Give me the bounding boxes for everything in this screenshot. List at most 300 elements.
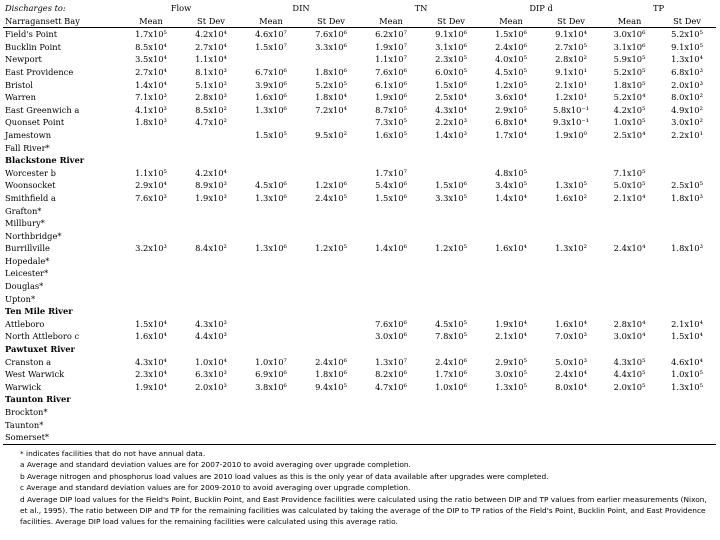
table-cell: 1.6x10² [555, 192, 587, 203]
table-row [3, 129, 716, 142]
table-cell [421, 343, 481, 356]
table-cell [361, 154, 421, 167]
table-row [3, 230, 716, 243]
table-row [3, 91, 716, 104]
table-cell: 3.9x10⁶ [255, 79, 287, 90]
table-cell: 7.6x10³ [135, 192, 167, 203]
table-cell: 3.1x10⁶ [613, 41, 646, 52]
table-cell [301, 154, 361, 167]
table-cell [481, 280, 541, 293]
facility-label: Field's Point [5, 29, 58, 40]
facility-label: Brockton* [5, 407, 48, 417]
table-cell: 5.0x10⁵ [613, 180, 646, 191]
table-cell: 7.2x10⁴ [315, 104, 347, 115]
table-cell: 1.5x10⁷ [255, 41, 287, 52]
table-cell [601, 431, 658, 444]
facility-label: Woonsocket [5, 180, 56, 191]
table-cell [541, 217, 601, 230]
table-cell: 4.2x10⁵ [613, 104, 646, 115]
table-cell [481, 305, 541, 318]
table-cell: 2.2x10³ [435, 117, 467, 128]
facility-label: Upton* [5, 293, 36, 304]
table-cell: 1.4x10⁶ [375, 243, 407, 254]
table-cell [481, 393, 541, 406]
table-cell: 3.2x10³ [135, 243, 167, 254]
table-cell [601, 419, 658, 432]
table-cell: 3.0x10⁵ [495, 369, 527, 380]
table-cell [421, 431, 481, 444]
table-cell [421, 167, 481, 180]
table-row [3, 79, 716, 92]
table-cell [601, 255, 658, 268]
table-cell [241, 431, 301, 444]
table-cell: 1.3x10⁴ [671, 54, 703, 65]
table-cell: 2.8x10⁴ [613, 318, 646, 329]
table-title-line1: Discharges to: [5, 3, 66, 13]
table-cell: 6.3x10³ [195, 369, 227, 380]
table-cell [541, 142, 601, 155]
table-cell: 5.2x10⁴ [613, 92, 646, 103]
table-cell [658, 167, 716, 180]
table-cell: 4.3x10⁴ [435, 104, 467, 115]
table-cell: 5.9x10⁵ [613, 54, 646, 65]
table-cell [301, 167, 361, 180]
table-cell [481, 267, 541, 280]
table-cell: 3.1x10⁶ [435, 41, 467, 52]
table-cell [421, 406, 481, 419]
table-cell [541, 393, 601, 406]
table-cell: 2.7x10⁴ [195, 41, 227, 52]
table-cell: 1.1x10⁷ [375, 54, 407, 65]
table-cell [121, 406, 181, 419]
table-row [3, 66, 716, 79]
table-cell: 1.9x10⁰ [555, 129, 587, 140]
table-cell [541, 205, 601, 218]
table-cell [181, 280, 241, 293]
table-cell [241, 393, 301, 406]
table-cell [481, 142, 541, 155]
table-cell: 7.8x10⁵ [435, 331, 467, 342]
table-cell: 3.3x10⁵ [435, 192, 467, 203]
table-cell: 3.0x10⁶ [375, 331, 407, 342]
table-cell [301, 280, 361, 293]
table-cell [361, 293, 421, 306]
table-cell [241, 217, 301, 230]
table-cell [181, 431, 241, 444]
table-cell [301, 393, 361, 406]
table-cell: 2.3x10⁴ [135, 369, 167, 380]
facility-label: Cranston a [5, 356, 52, 367]
table-cell: 2.4x10⁶ [495, 41, 527, 52]
table-cell [121, 217, 181, 230]
table-cell [658, 255, 716, 268]
table-cell [241, 255, 301, 268]
table-cell: 1.3x10⁶ [255, 192, 287, 203]
table-cell [121, 267, 181, 280]
table-cell: 2.8x10³ [195, 92, 227, 103]
table-cell: 1.3x10⁶ [255, 243, 287, 254]
table-cell [481, 154, 541, 167]
table-cell: 2.4x10⁵ [315, 192, 347, 203]
facility-label: Worcester b [5, 167, 56, 178]
table-row [3, 318, 716, 331]
table-cell [301, 305, 361, 318]
table-cell: 2.5x10⁵ [671, 180, 703, 191]
table-cell [658, 293, 716, 306]
table-cell [658, 280, 716, 293]
table-cell: 1.5x10⁴ [671, 331, 703, 342]
table-cell [121, 230, 181, 243]
table-cell: 1.7x10⁵ [135, 29, 167, 40]
table-cell [241, 267, 301, 280]
table-row [3, 368, 716, 381]
table-cell [121, 343, 181, 356]
table-cell: 2.4x10⁴ [555, 369, 587, 380]
table-cell [658, 431, 716, 444]
facility-label: North Attleboro c [5, 331, 80, 342]
table-cell: 3.0x10⁶ [613, 29, 646, 40]
table-cell: 4.0x10⁵ [495, 54, 527, 65]
table-cell: 1.7x10⁴ [495, 129, 527, 140]
table-cell: 5.1x10³ [195, 79, 227, 90]
table-cell [121, 393, 181, 406]
facility-label: Hopedale* [5, 255, 50, 266]
facility-label: Taunton* [5, 419, 44, 430]
table-cell: 2.0x10⁵ [613, 381, 646, 392]
table-row [3, 330, 716, 343]
facility-label: Northbridge* [5, 230, 62, 241]
table-cell [181, 154, 241, 167]
table-row [3, 255, 716, 268]
group-flow: Flow [170, 3, 192, 13]
header-group-row [3, 2, 716, 15]
table-cell: 4.2x10⁴ [195, 29, 227, 40]
table-cell: 8.5x10² [195, 104, 227, 115]
table-cell: 5.4x10⁶ [375, 180, 407, 191]
table-cell: 1.2x10⁵ [315, 243, 347, 254]
table-row [3, 104, 716, 117]
table-cell: 5.8x10⁻¹ [552, 104, 590, 115]
table-cell: 1.8x10³ [671, 192, 703, 203]
table-cell: 7.6x10⁶ [375, 66, 407, 77]
table-cell [181, 217, 241, 230]
table-cell [121, 431, 181, 444]
table-cell: 2.2x10¹ [671, 129, 703, 140]
table-cell [481, 343, 541, 356]
facility-label: East Providence [5, 66, 74, 77]
col-header-stdev: St Dev [421, 15, 481, 28]
col-header-mean: Mean [361, 15, 421, 28]
table-cell [121, 154, 181, 167]
table-cell [241, 53, 301, 66]
footnotes [20, 448, 712, 528]
table-cell [241, 419, 301, 432]
table-cell [481, 419, 541, 432]
table-cell: 9.1x10⁶ [435, 29, 467, 40]
table-cell: 5.2x10⁵ [315, 79, 347, 90]
table-cell [301, 431, 361, 444]
table-cell [658, 343, 716, 356]
group-tp: TP [652, 3, 665, 13]
col-header-stdev: St Dev [658, 15, 716, 28]
facility-label: Bucklin Point [5, 41, 61, 52]
table-cell: 1.5x10⁶ [375, 192, 407, 203]
table-cell: 1.2x10⁵ [495, 79, 527, 90]
table-cell: 8.1x10³ [195, 66, 227, 77]
table-cell: 8.7x10⁵ [375, 104, 407, 115]
table-cell: 1.3x10⁵ [495, 381, 527, 392]
table-cell [121, 205, 181, 218]
col-header-mean: Mean [121, 15, 181, 28]
table-cell [421, 154, 481, 167]
footnote: d Average DIP load values for the Field's Point, Bucklin Point, and East Providence facilities were calculated using the ratio between DIP and TP values from earlier measurements (Nixon, et al., 1995). The ratio between DIP and TP for the remaining facilities was calculated by taking the average of the DIP to TP ratios of the Field's Point, Bucklin Point, and East Providence facilities. Average DIP load values for the remaining facilities were calculated using this average ratio. [20, 494, 707, 527]
group-tn: TN [414, 3, 428, 13]
table-cell: 5.2x10⁵ [671, 29, 703, 40]
table-cell: 1.5x10⁶ [495, 29, 527, 40]
table-cell [361, 280, 421, 293]
table-row [3, 41, 716, 54]
section-row [3, 305, 716, 318]
col-header-mean: Mean [601, 15, 658, 28]
table-cell [541, 305, 601, 318]
table-cell: 1.0x10⁷ [255, 356, 287, 367]
footnote: c Average and standard deviation values are for 2009-2010 to avoid averaging over upgrade completion. [20, 483, 411, 493]
col-header-stdev: St Dev [301, 15, 361, 28]
table-cell: 3.4x10⁵ [495, 180, 527, 191]
table-cell: 7.3x10⁵ [375, 117, 407, 128]
table-row [3, 431, 716, 444]
table-cell [241, 230, 301, 243]
table-cell [658, 406, 716, 419]
table-cell: 3.8x10⁶ [255, 381, 287, 392]
table-cell: 1.2x10¹ [555, 92, 587, 103]
section-label: Blackstone River [5, 155, 85, 166]
facility-label: East Greenwich a [5, 104, 80, 115]
discharge-table [3, 2, 716, 445]
table-cell [658, 154, 716, 167]
table-cell: 2.9x10⁵ [495, 104, 527, 115]
table-cell [361, 393, 421, 406]
table-cell [541, 154, 601, 167]
table-cell [421, 230, 481, 243]
table-cell: 1.2x10⁶ [315, 180, 347, 191]
header-sub-row [3, 15, 716, 28]
table-cell: 4.5x10⁵ [435, 318, 467, 329]
table-cell [301, 318, 361, 331]
table-cell [601, 293, 658, 306]
table-cell [181, 406, 241, 419]
footnote: a Average and standard deviation values are for 2007-2010 to avoid averaging over upgrade completion. [20, 460, 411, 470]
table-cell [361, 419, 421, 432]
table-cell [361, 255, 421, 268]
table-cell [301, 419, 361, 432]
table-cell: 3.0x10⁴ [613, 331, 646, 342]
table-cell [181, 343, 241, 356]
table-cell: 1.8x10³ [135, 117, 167, 128]
table-cell: 1.9x10⁴ [135, 381, 167, 392]
table-cell: 1.9x10⁴ [495, 318, 527, 329]
table-cell: 4.1x10³ [135, 104, 167, 115]
table-cell [601, 406, 658, 419]
table-cell: 1.1x10⁴ [195, 54, 227, 65]
table-cell: 9.5x10² [315, 129, 347, 140]
table-cell [181, 255, 241, 268]
table-cell: 2.1x10⁴ [495, 331, 527, 342]
table-cell [241, 343, 301, 356]
table-cell [361, 205, 421, 218]
table-cell: 1.3x10⁶ [255, 104, 287, 115]
table-cell: 4.4x10³ [195, 331, 227, 342]
table-cell: 4.6x10⁴ [671, 356, 703, 367]
table-cell [181, 205, 241, 218]
table-cell: 7.1x10⁵ [613, 167, 646, 178]
table-cell: 9.1x10¹ [555, 66, 587, 77]
table-cell [301, 255, 361, 268]
table-cell [301, 53, 361, 66]
table-cell [301, 116, 361, 129]
table-cell [181, 129, 241, 142]
table-cell: 4.8x10⁵ [495, 167, 527, 178]
table-cell: 1.6x10⁴ [495, 243, 527, 254]
table-row [3, 267, 716, 280]
table-cell [541, 343, 601, 356]
table-cell [658, 305, 716, 318]
table-cell [241, 142, 301, 155]
facility-label: Somerset* [3, 431, 121, 444]
table-cell: 3.0x10² [671, 117, 703, 128]
table-cell [301, 142, 361, 155]
table-cell [361, 267, 421, 280]
table-cell: 2.5x10⁴ [435, 92, 467, 103]
table-cell: 8.0x10⁴ [555, 381, 587, 392]
table-cell [241, 305, 301, 318]
facility-label: Grafton* [5, 205, 42, 216]
table-cell: 1.8x10⁶ [315, 369, 347, 380]
table-cell [658, 217, 716, 230]
table-cell: 1.5x10⁶ [435, 79, 467, 90]
table-cell: 4.3x10⁵ [613, 356, 646, 367]
table-cell [541, 419, 601, 432]
table-cell [421, 255, 481, 268]
table-cell [421, 205, 481, 218]
section-label: Pawtuxet River [5, 344, 75, 355]
table-cell: 6.7x10⁶ [255, 66, 287, 77]
table-cell: 1.1x10⁵ [135, 167, 167, 178]
col-header-mean: Mean [481, 15, 541, 28]
table-cell [241, 330, 301, 343]
table-row [3, 419, 716, 432]
section-row [3, 154, 716, 167]
table-cell: 1.8x10⁶ [315, 66, 347, 77]
table-cell: 1.6x10⁴ [135, 331, 167, 342]
table-title-line2: Narragansett Bay [3, 15, 121, 28]
facility-label: Leicester* [5, 268, 49, 279]
table-cell: 2.4x10⁶ [315, 356, 347, 367]
table-cell: 4.7x10² [195, 117, 227, 128]
table-row [3, 406, 716, 419]
table-cell [301, 230, 361, 243]
table-cell [181, 142, 241, 155]
table-cell [658, 419, 716, 432]
table-cell: 6.8x10⁴ [495, 117, 527, 128]
table-cell [601, 343, 658, 356]
table-cell [181, 393, 241, 406]
table-row [3, 205, 716, 218]
table-cell: 6.1x10⁶ [375, 79, 407, 90]
table-cell [601, 305, 658, 318]
facility-label: Jamestown [5, 129, 52, 140]
table-cell [121, 305, 181, 318]
table-cell: 2.1x10⁴ [613, 192, 646, 203]
table-cell: 4.9x10² [671, 104, 703, 115]
table-cell: 6.8x10³ [671, 66, 703, 77]
table-cell: 4.2x10⁴ [195, 167, 227, 178]
table-cell [601, 230, 658, 243]
table-cell [421, 217, 481, 230]
table-cell: 8.0x10² [671, 92, 703, 103]
table-cell: 1.2x10⁵ [435, 243, 467, 254]
table-cell: 1.4x10⁴ [135, 79, 167, 90]
facility-label: Douglas* [5, 281, 44, 292]
table-cell: 9.4x10⁵ [315, 381, 347, 392]
table-cell [121, 293, 181, 306]
table-cell: 1.0x10⁶ [435, 381, 467, 392]
table-cell [421, 280, 481, 293]
table-cell: 9.3x10⁻¹ [552, 117, 590, 128]
facility-label: Smithfield a [5, 192, 56, 203]
table-cell [481, 406, 541, 419]
table-cell: 1.9x10⁶ [375, 92, 407, 103]
table-cell: 1.7x10⁷ [375, 167, 407, 178]
table-cell: 4.6x10⁷ [255, 29, 287, 40]
table-body [3, 28, 716, 445]
table-cell [241, 205, 301, 218]
table-cell [421, 419, 481, 432]
table-cell: 2.1x10⁴ [671, 318, 703, 329]
table-cell [481, 293, 541, 306]
table-cell: 1.5x10⁵ [255, 129, 287, 140]
table-cell: 4.3x10³ [195, 318, 227, 329]
footnote: * indicates facilities that do not have annual data. [20, 449, 206, 458]
table-cell [301, 406, 361, 419]
table-cell: 4.7x10⁶ [375, 381, 407, 392]
table-cell [601, 267, 658, 280]
table-cell [541, 280, 601, 293]
table-cell: 3.6x10⁴ [495, 92, 527, 103]
table-cell: 7.6x10⁶ [315, 29, 347, 40]
col-header-stdev: St Dev [181, 15, 241, 28]
table-row [3, 381, 716, 394]
table-cell [121, 255, 181, 268]
table-cell: 5.0x10³ [555, 356, 587, 367]
table-cell: 1.9x10⁷ [375, 41, 407, 52]
table-row [3, 192, 716, 205]
facility-label: Millbury* [5, 218, 45, 229]
table-cell [361, 406, 421, 419]
table-cell [361, 217, 421, 230]
table-cell: 1.9x10³ [195, 192, 227, 203]
table-cell: 2.9x10⁵ [495, 356, 527, 367]
table-row [3, 356, 716, 369]
footnote: b Average nitrogen and phosphorus load values are 2010 load values as this is the only year of data available after upgrades were completed. [20, 471, 549, 481]
table-cell: 1.0x10⁵ [613, 117, 646, 128]
table-cell [541, 431, 601, 444]
table-cell: 4.3x10⁴ [135, 356, 167, 367]
table-row [3, 167, 716, 180]
table-cell [541, 255, 601, 268]
table-cell: 1.7x10⁶ [435, 369, 467, 380]
facility-label: Quonset Point [5, 117, 65, 128]
